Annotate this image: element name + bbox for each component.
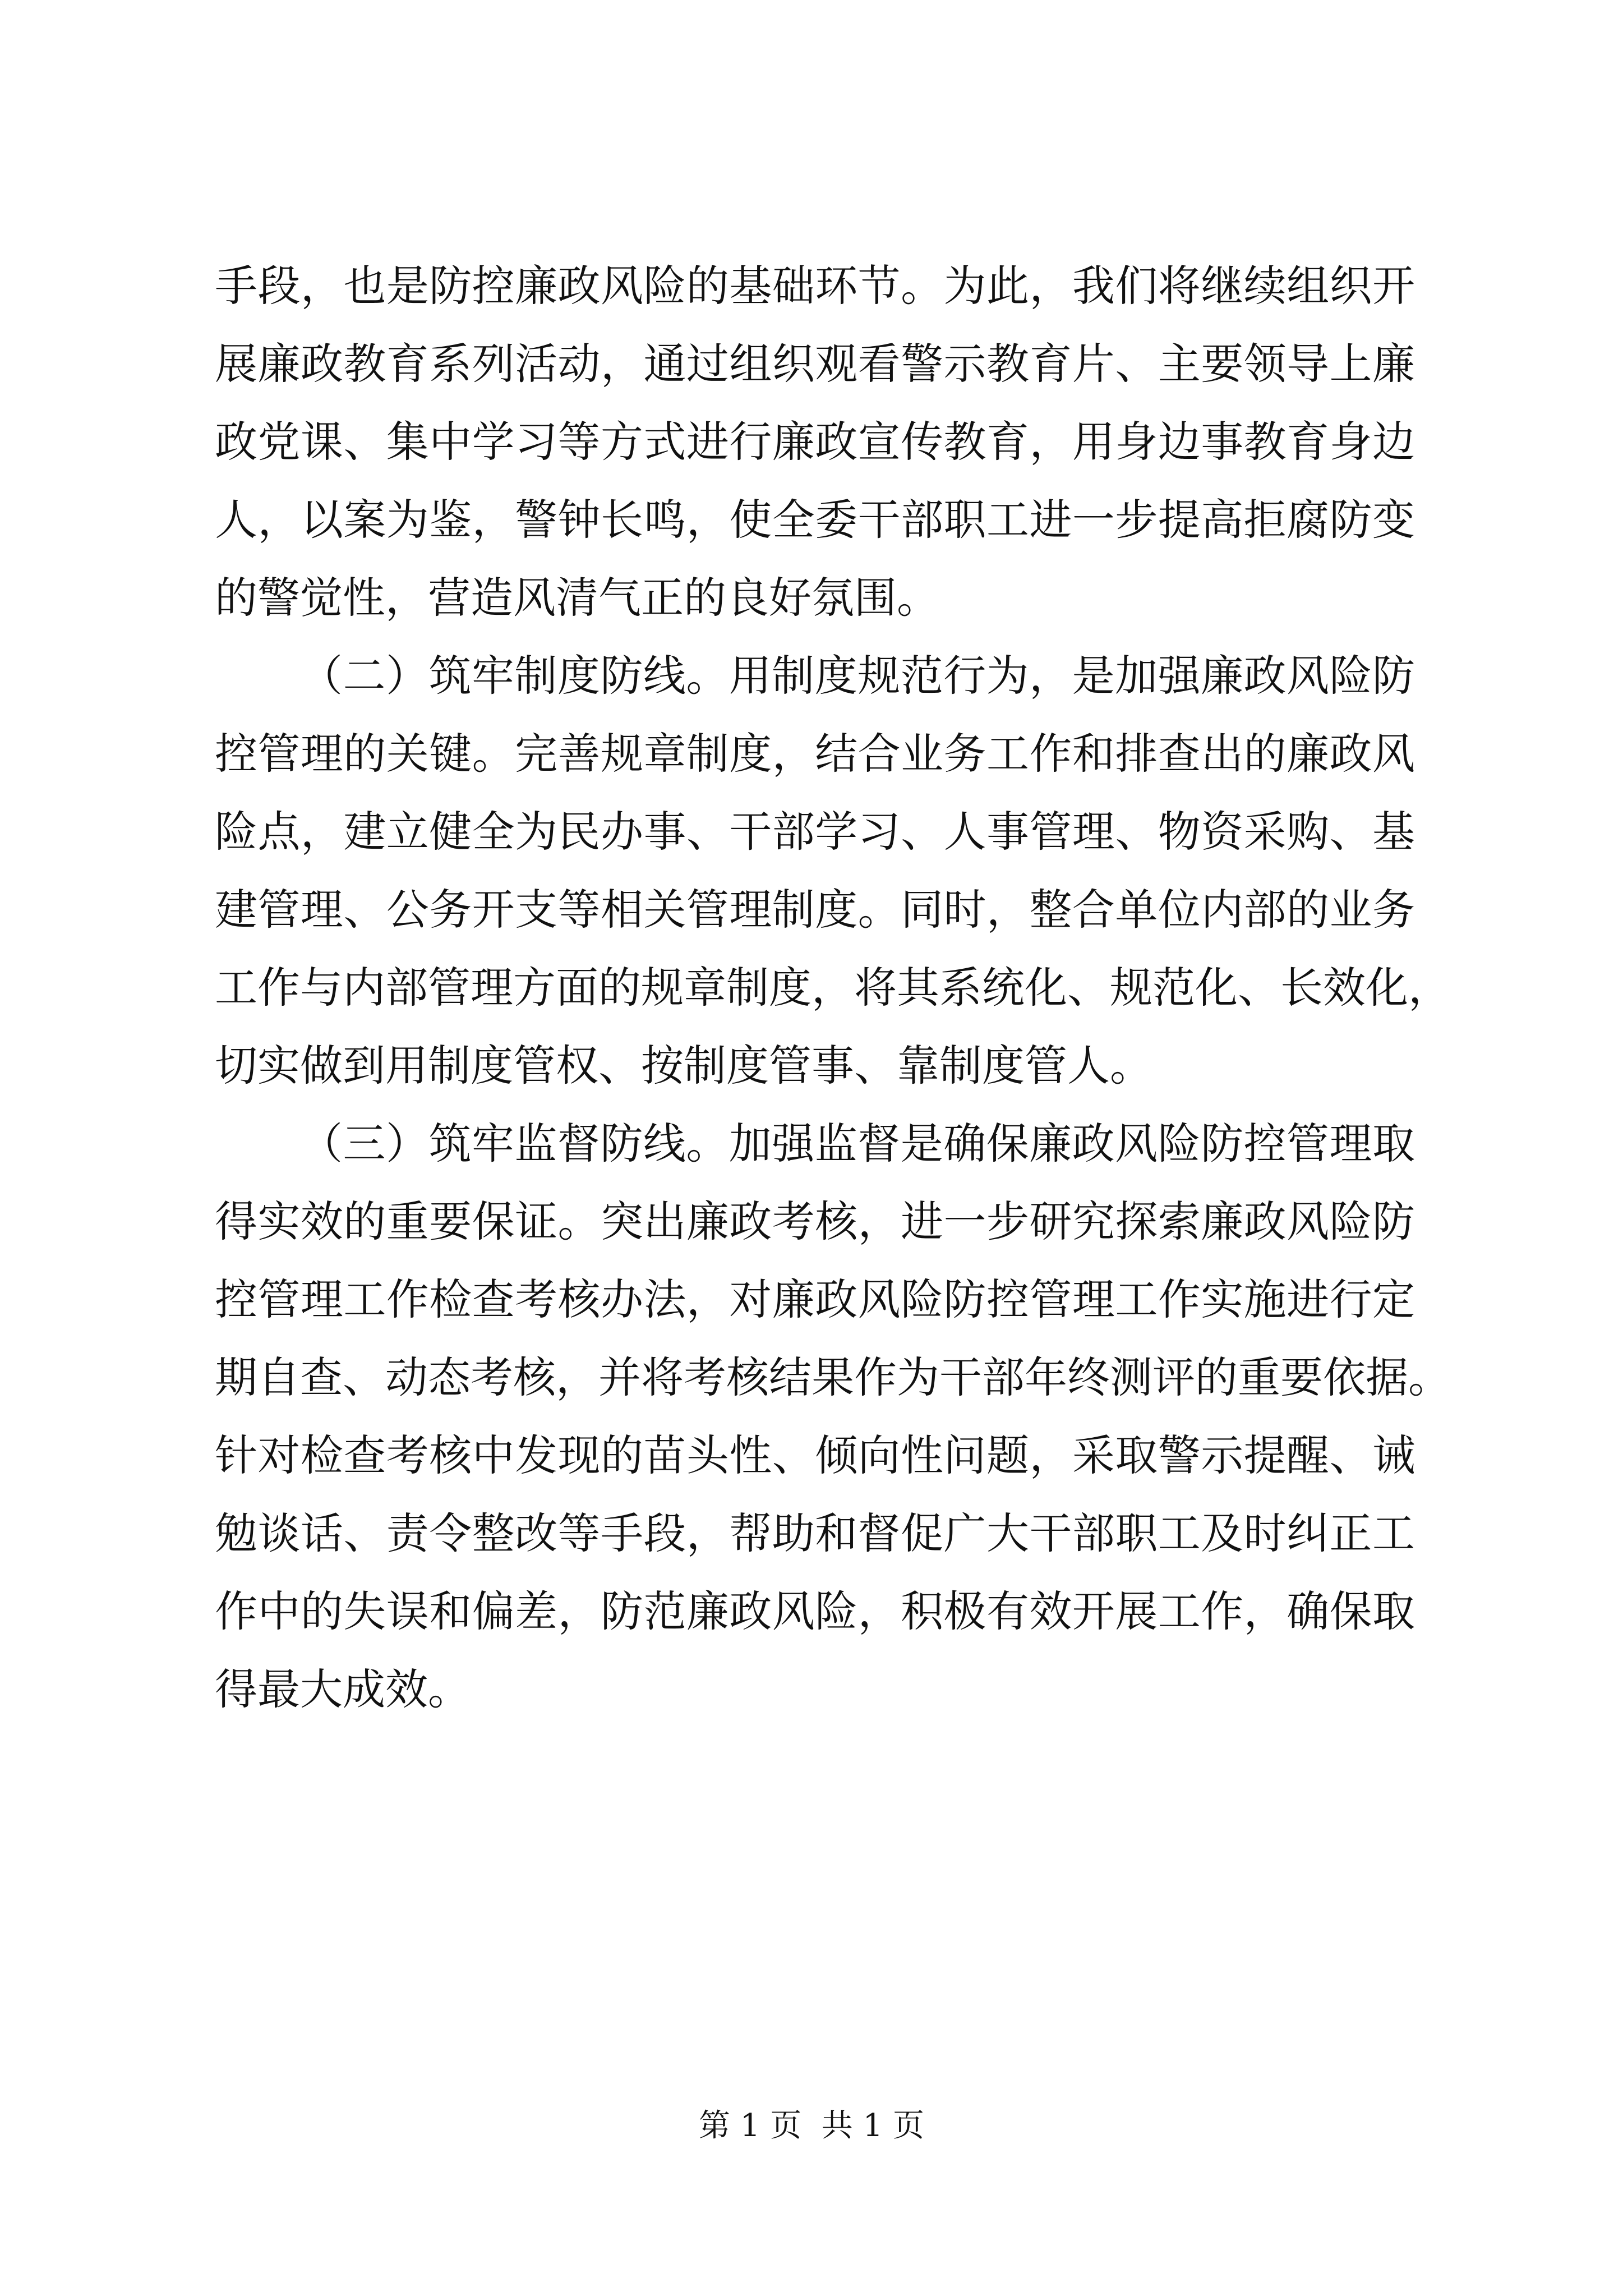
- text-line: 得实效的重要保证。突出廉政考核，进一步研究探索廉政风险防: [215, 1197, 1415, 1246]
- text-line: 控管理工作检查考核办法，对廉政风险防控管理工作实施进行定: [215, 1274, 1415, 1324]
- page-footer: [0, 2104, 1623, 2148]
- paragraph-2: [215, 637, 1451, 1105]
- text-line: 建管理、公务开支等相关管理制度。同时，整合单位内部的业务: [215, 885, 1415, 935]
- text-line: 勉谈话、责令整改等手段，帮助和督促广大干部职工及时纠正工: [215, 1508, 1415, 1558]
- text-line: 得最大成效。: [215, 1664, 471, 1714]
- text-line: 工作与内部管理方面的规章制度，将其系统化、规范化、长效化，: [215, 963, 1451, 1013]
- text-line: 控管理的关键。完善规章制度，结合业务工作和排查出的廉政风: [215, 729, 1415, 779]
- text-line: 针对检查考核中发现的苗头性、倾向性问题，采取警示提醒、诫: [215, 1430, 1415, 1480]
- page-number-label: 第 1 页 共 1 页: [698, 2108, 925, 2144]
- paragraph-3: [215, 1105, 1451, 1728]
- text-line: 手段，也是防控廉政风险的基础环节。为此，我们将继续组织开: [215, 261, 1415, 311]
- text-line: 险点，建立健全为民办事、干部学习、人事管理、物资采购、基: [215, 807, 1415, 857]
- text-line: 的警觉性，营造风清气正的良好氛围。: [215, 573, 939, 623]
- text-line: 期自查、动态考核，并将考核结果作为干部年终测评的重要依据。: [215, 1352, 1451, 1402]
- text-line: 人，以案为鉴，警钟长鸣，使全委干部职工进一步提高拒腐防变: [215, 495, 1415, 545]
- section-heading-line: （二）筑牢制度防线。用制度规范行为，是加强廉政风险防: [300, 651, 1415, 701]
- text-line: 政党课、集中学习等方式进行廉政宣传教育，用身边事教育身边: [215, 417, 1415, 467]
- text-line: 展廉政教育系列活动，通过组织观看警示教育片、主要领导上廉: [215, 339, 1415, 389]
- text-line: 作中的失误和偏差，防范廉政风险，积极有效开展工作，确保取: [215, 1586, 1415, 1636]
- section-heading-line: （三）筑牢监督防线。加强监督是确保廉政风险防控管理取: [300, 1119, 1415, 1168]
- paragraph-1: [215, 247, 1415, 637]
- text-line: 切实做到用制度管权、按制度管事、靠制度管人。: [215, 1041, 1152, 1091]
- document-body: [215, 247, 1451, 1728]
